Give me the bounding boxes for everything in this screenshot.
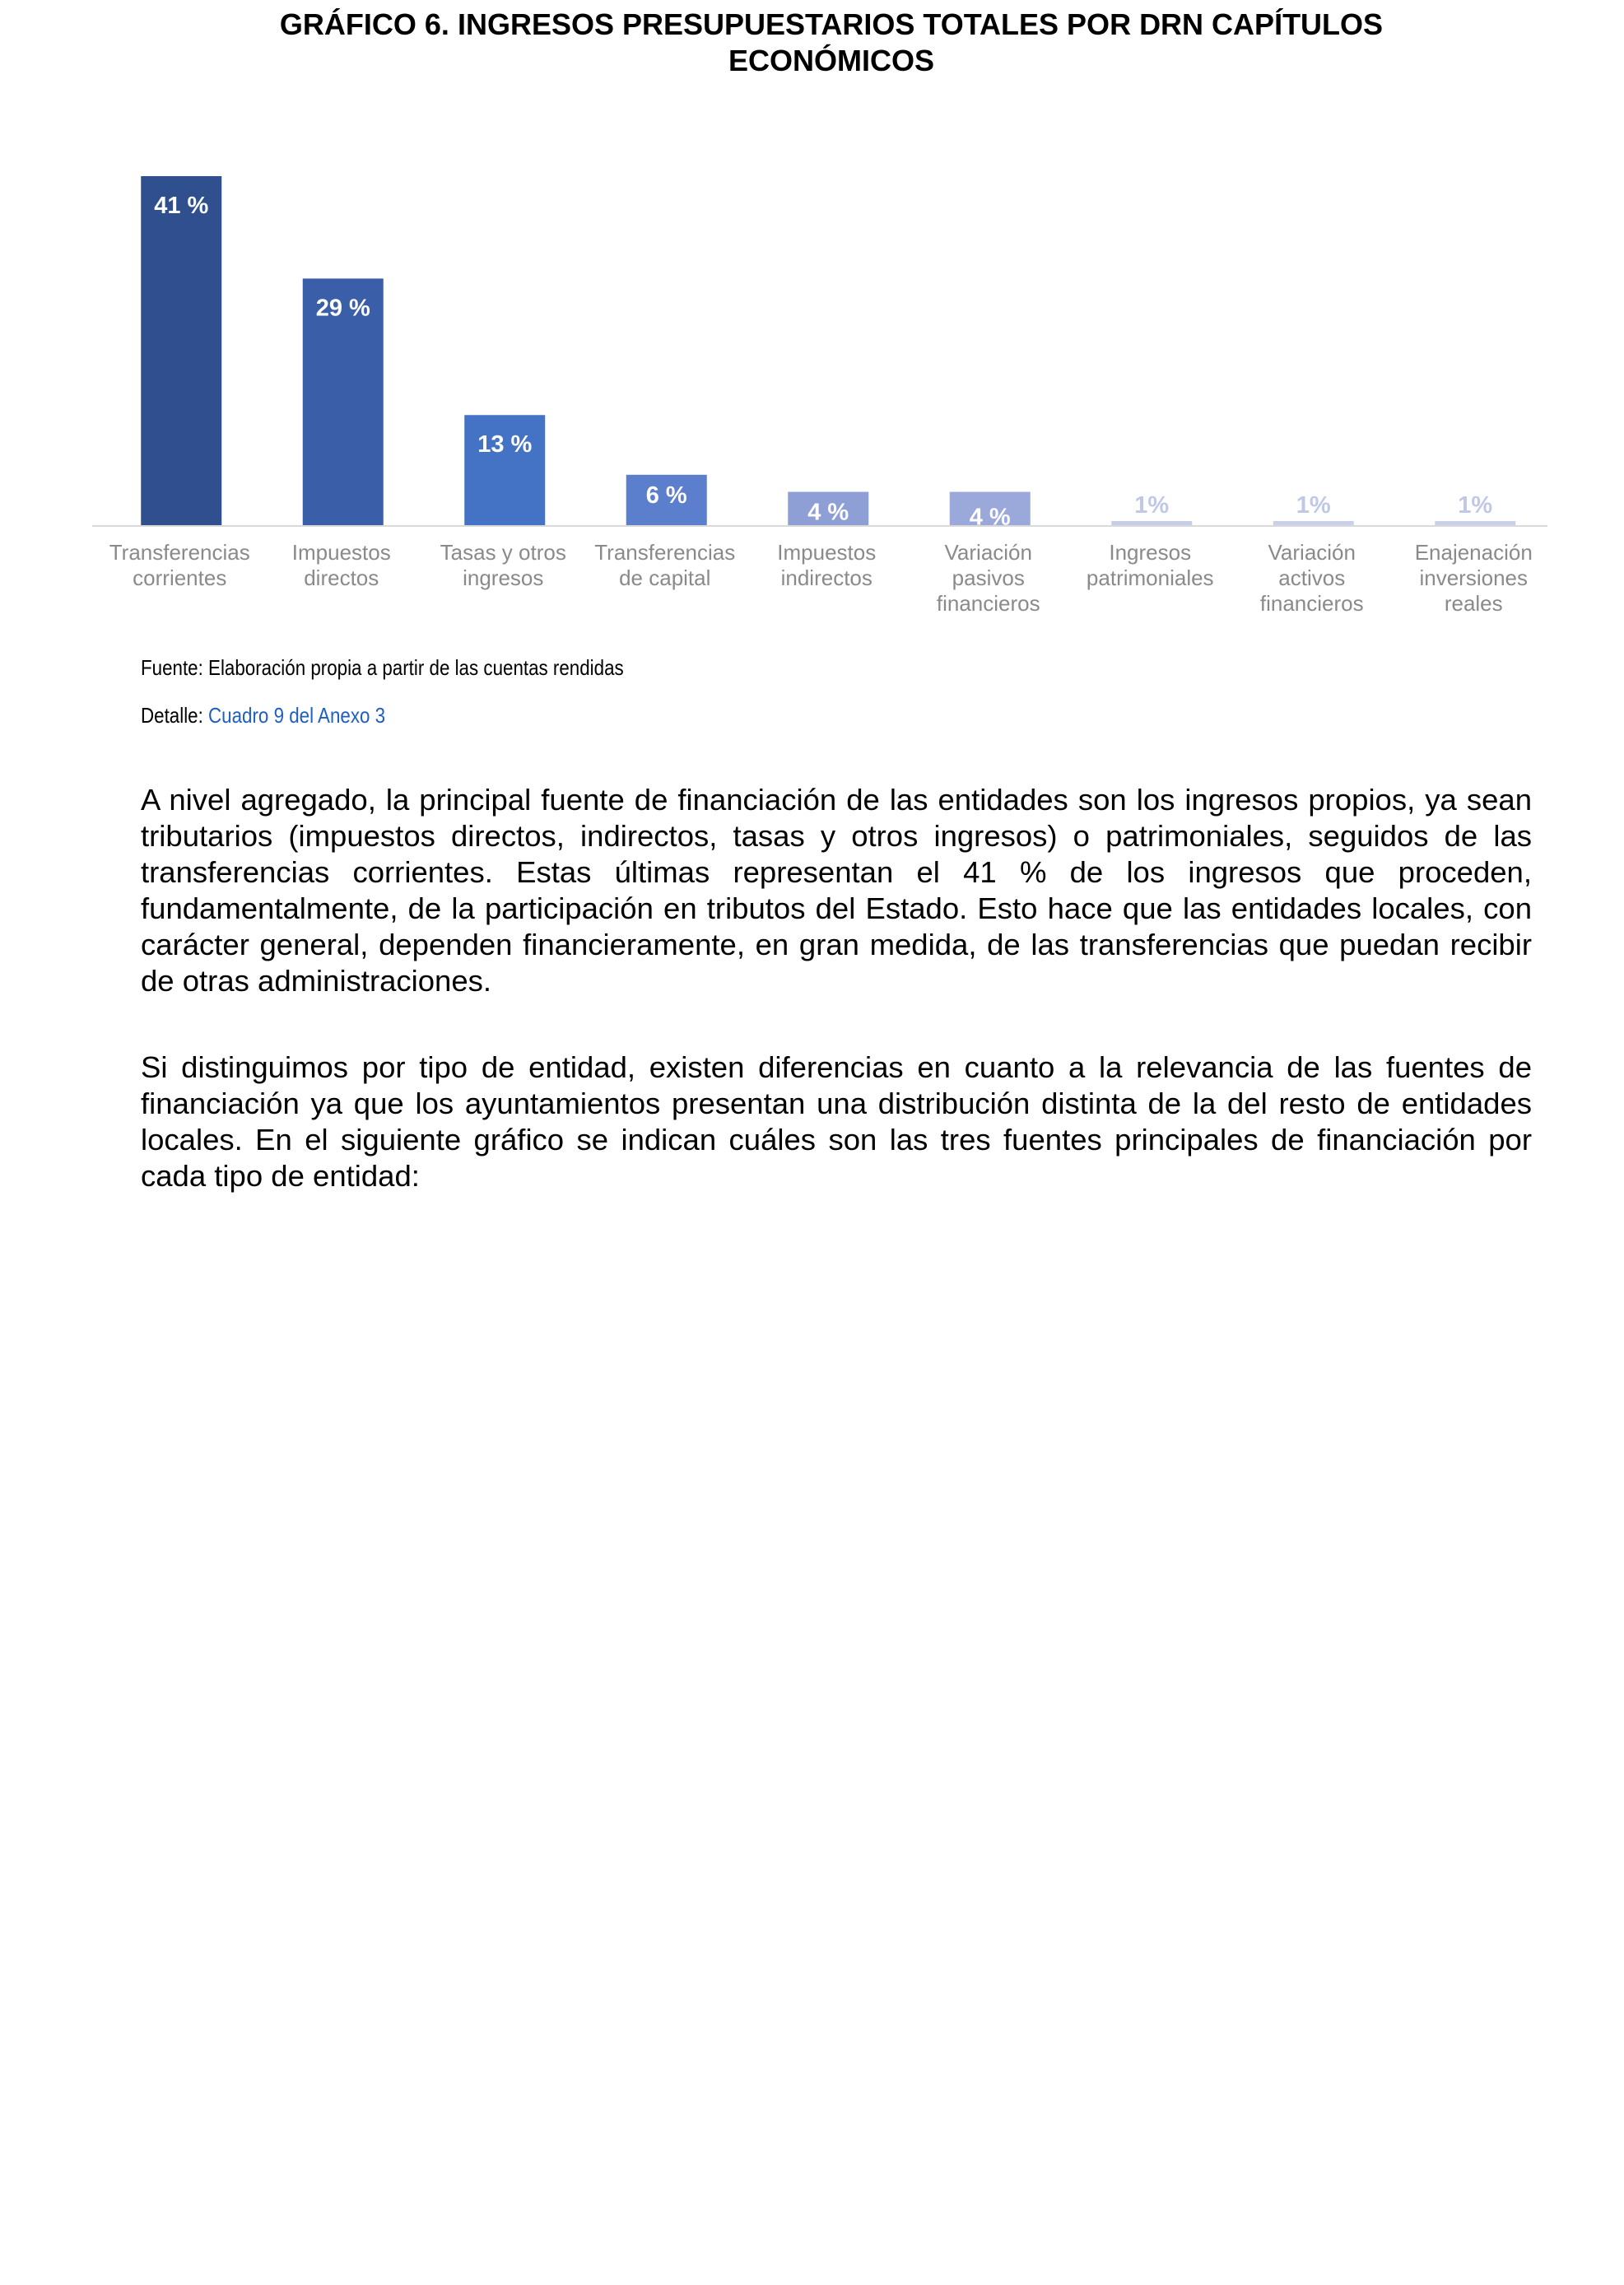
- chart-title-line-1: GRÁFICO 6. INGRESOS PRESUPUESTARIOS TOTALES POR DRN CAPÍTULOS: [279, 7, 1384, 41]
- category-label-2-line-1: ingresos: [463, 565, 544, 590]
- bar-chart: [0, 0, 1624, 642]
- bars-layer: [141, 176, 1515, 526]
- bar-value-label-1: 29 %: [315, 295, 370, 322]
- category-label-6-line-0: Ingresos: [1109, 540, 1192, 565]
- category-label-1-line-0: Impuestos: [291, 540, 391, 565]
- detail-link[interactable]: Cuadro 9 del Anexo 3: [208, 703, 386, 728]
- source-note: Fuente: Elaboración propia a partir de las cuentas rendidas: [141, 655, 624, 680]
- bar-value-label-6: 1%: [1134, 492, 1170, 519]
- category-label-7-line-1: activos: [1278, 565, 1346, 590]
- bar-value-label-7: 1%: [1296, 492, 1331, 519]
- category-label-6-line-1: patrimoniales: [1086, 565, 1214, 590]
- chart-title-line-2: ECONÓMICOS: [728, 44, 934, 77]
- detail-prefix: Detalle:: [141, 703, 209, 728]
- category-label-2-line-0: Tasas y otros: [440, 540, 566, 565]
- category-label-5-line-2: financieros: [936, 591, 1040, 616]
- category-label-0-line-0: Transferencias: [109, 540, 250, 565]
- category-label-8-line-1: inversiones: [1419, 565, 1529, 590]
- bar-value-label-2: 13 %: [477, 431, 533, 458]
- category-label-7-line-2: financieros: [1259, 591, 1364, 616]
- bar-0: [141, 176, 221, 526]
- category-label-8-line-0: Enajenación: [1414, 540, 1533, 565]
- paragraph-2: Si distinguimos por tipo de entidad, existen diferencias en cuanto a la relevancia de las fuentes de financiación ya que los ayuntamientos presentan una distribución distinta de la del resto de entidades locales. En el siguiente gráfico se indican cuáles son las tres fuentes principales de financiación por cada tipo de entidad:: [141, 1050, 1532, 1193]
- category-label-1-line-1: directos: [304, 565, 379, 590]
- category-label-7-line-0: Variación: [1268, 540, 1356, 565]
- bar-value-label-0: 41 %: [154, 193, 209, 219]
- category-label-4-line-1: indirectos: [780, 565, 872, 590]
- bar-value-label-8: 1%: [1458, 492, 1493, 519]
- category-label-3-line-1: de capital: [619, 565, 711, 590]
- bar-value-label-5: 4 %: [969, 504, 1011, 531]
- bar-value-label-4: 4 %: [807, 499, 849, 526]
- category-label-5-line-0: Variación: [944, 540, 1032, 565]
- detail-note: [141, 703, 385, 728]
- bar-value-label-3: 6 %: [645, 482, 687, 509]
- paragraph-1: A nivel agregado, la principal fuente de financiación de las entidades son los ingresos propios, ya sean tributarios (impuestos directos, indirectos, tasas y otros ingresos) o patrimoniales, seguidos de las transferencias corrientes. Estas últimas representan el 41 % de los ingresos que proceden, fundamentalmente, de la participación en tributos del Estado. Esto hace que las entidades locales, con carácter general, dependen financieramente, en gran medida, de las transferencias que puedan recibir de otras administraciones.: [141, 783, 1532, 998]
- category-label-0-line-1: corrientes: [133, 565, 227, 590]
- category-label-4-line-0: Impuestos: [777, 540, 877, 565]
- category-label-5-line-1: pasivos: [952, 565, 1025, 590]
- category-label-3-line-0: Transferencias: [594, 540, 736, 565]
- category-label-8-line-2: reales: [1444, 591, 1503, 616]
